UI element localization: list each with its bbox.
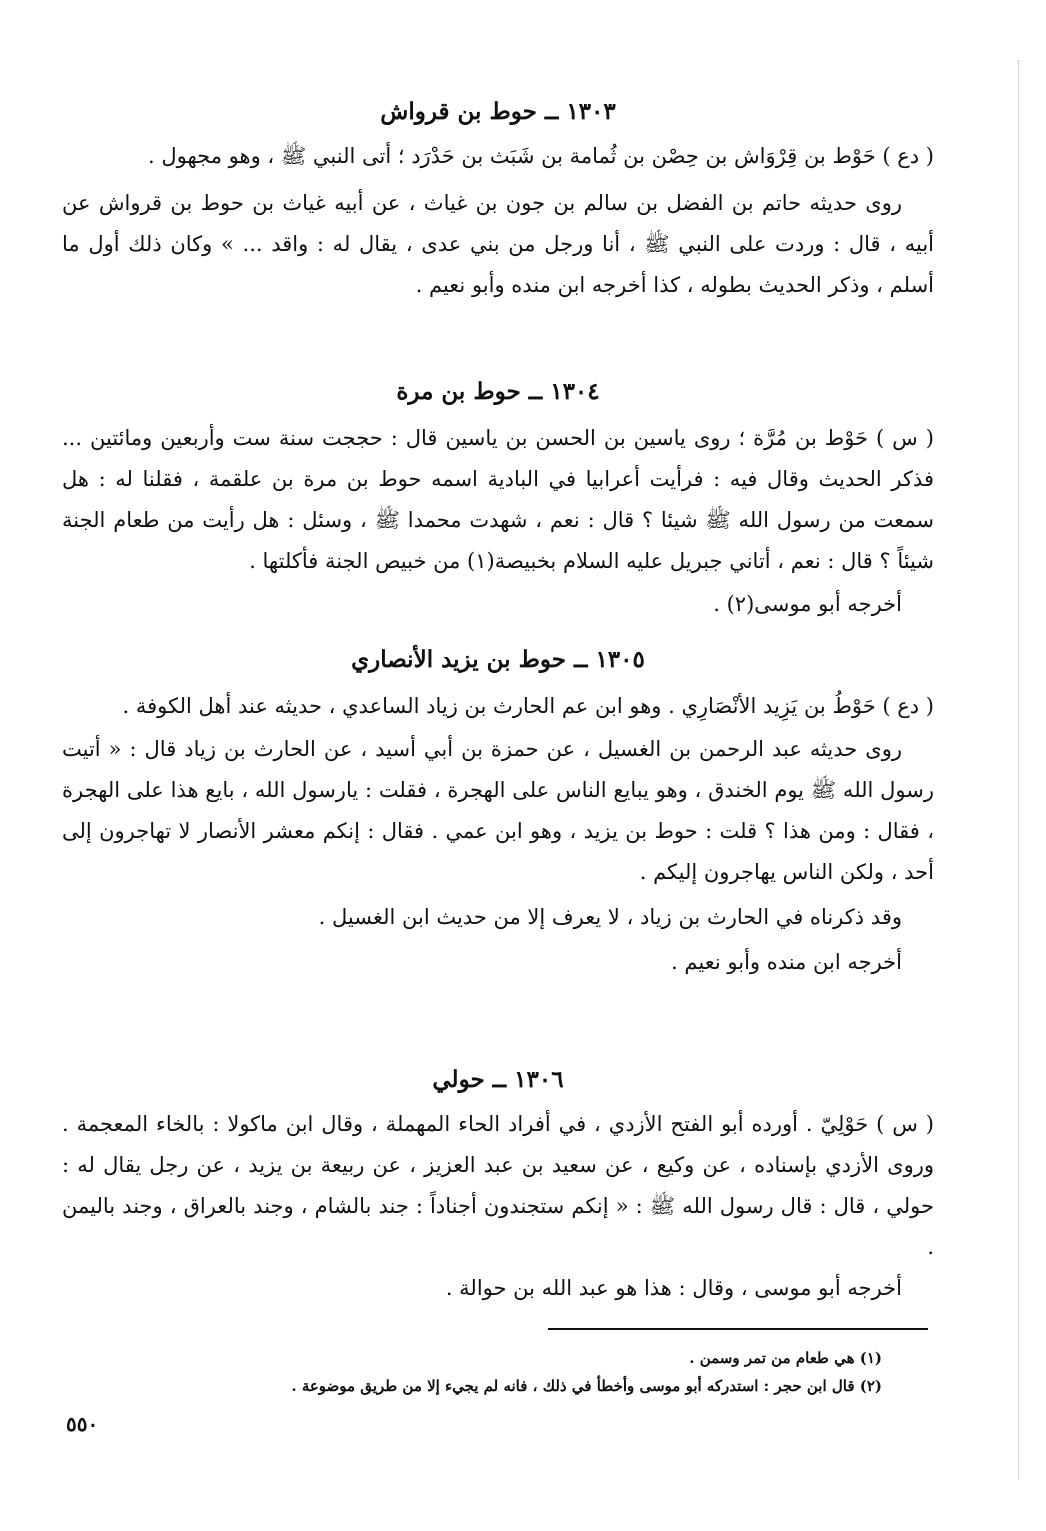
entry-paragraph: ( س ) حَوْلِيّ . أورده أبو الفتح الأزدي ، في أفراد الحاء المهملة ، وقال ابن ماكولا : بالخاء المعجمة . وروى الأزدي بإسناده ، عن وكيع ، عن سعيد بن عبد العزيز ، عن ربيعة بن يزيد ، عن رجل يقال له : حولي ، قال : قال رسول الله ﷺ : « إنكم ستجندون أجناداً : جند بالشام ، وجند بالعراق ، وجند باليمن . <box>62 1112 934 1259</box>
footnote: (٢) قال ابن حجر : استدركه أبو موسى وأخطأ في ذلك ، فانه لم يجيء إلا من طريق موضوعة . <box>291 1377 882 1395</box>
footnote: (١) هي طعام من تمر وسمن . <box>689 1349 882 1367</box>
entry-title: ١٣٠٥ ــ حوط بن يزيد الأنصاري <box>351 646 645 673</box>
entry-paragraph: أخرجه ابن منده وأبو نعيم . <box>671 950 902 974</box>
entry-paragraph: ( دع ) حَوْطُ بن يَزِيد الأنْصَارِي . وهو ابن عم الحارث بن زياد الساعدي ، حديثه عند أهل الكوفة . <box>122 694 934 718</box>
entry-title: ١٣٠٣ ــ حوط بن قرواش <box>380 98 616 125</box>
entry-title: ١٣٠٦ ــ حولي <box>432 1066 564 1093</box>
entry-paragraph: ( دع ) حَوْط بن قِرْوَاش بن حِصْن بن ثُمامة بن شَبَث بن حَدْرَد ؛ أتى النبي ﷺ ، وهو مجهول . <box>148 144 934 168</box>
entry-paragraph: وقد ذكرناه في الحارث بن زياد ، لا يعرف إلا من حديث ابن الغسيل . <box>318 905 902 929</box>
page-number: ٥٥٠ <box>66 1412 99 1436</box>
page-edge-dots <box>1018 60 1019 1480</box>
entry-1305 <box>62 640 934 983</box>
footnote-separator <box>548 1328 928 1330</box>
entry-paragraph: أخرجه أبو موسى ، وقال : هذا هو عبد الله بن حوالة . <box>445 1276 902 1300</box>
entry-paragraph: ( س ) حَوْط بن مُرَّة ؛ روى ياسين بن الحسن بن ياسين قال : حججت سنة ست وأربعين ومائتين ... فذكر الحديث وقال فيه : فرأيت أعرابيا في البادية اسمه حوط بن مرة بن علقمة ، فقلنا له : هل سمعت من رسول الله ﷺ شيئا ؟ قال : نعم ، شهدت محمدا ﷺ ، وسئل : هل رأيت من طعام الجنة شيئاً ؟ قال : نعم ، أتاني جبريل عليه السلام بخبيصة(١) من خبيص الجنة فأكلتها . <box>62 426 934 573</box>
footnotes <box>270 1344 882 1400</box>
entry-title: ١٣٠٤ ــ حوط بن مرة <box>396 378 600 405</box>
entry-paragraph: أخرجه أبو موسى(٢) . <box>713 592 902 616</box>
entry-1303 <box>62 92 934 306</box>
entry-1304 <box>62 372 934 625</box>
entry-paragraph: روى حديثه عبد الرحمن بن الغسيل ، عن حمزة بن أبي أسيد ، عن الحارث بن زياد قال : « أتيت رسول الله ﷺ يوم الخندق ، وهو يبايع الناس على الهجرة ، فقلت : يارسول الله ، بايع هذا على الهجرة ، فقال : ومن هذا ؟ قلت : حوط بن يزيد ، وهو ابن عمي . فقال : إنكم معشر الأنصار لا تهاجرون إلى أحد ، ولكن الناس يهاجرون إليكم . <box>62 737 934 884</box>
entry-paragraph: روى حديثه حاتم بن الفضل بن سالم بن جون بن غياث ، عن أبيه غياث بن حوط بن قرواش عن أبيه ، قال : وردت على النبي ﷺ ، أنا ورجل من بني عدى ، يقال له : واقد ... » وكان ذلك أول ما أسلم ، وذكر الحديث بطوله ، كذا أخرجه ابن منده وأبو نعيم . <box>62 191 934 297</box>
entry-1306 <box>62 1060 934 1309</box>
